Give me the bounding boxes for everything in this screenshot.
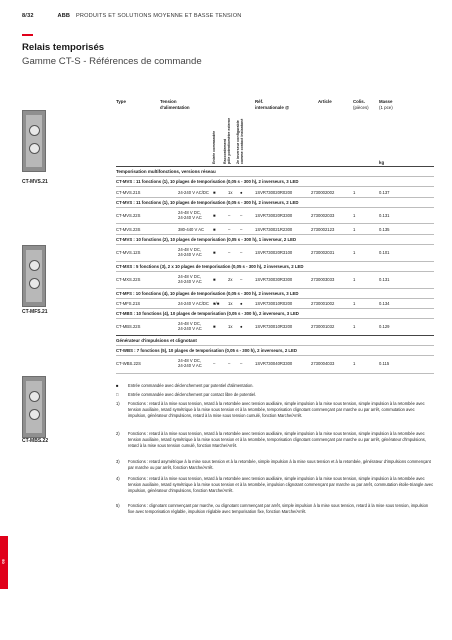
cell-inverseur: – bbox=[240, 227, 243, 232]
cell-masse: 0.134 bbox=[379, 301, 390, 306]
col-kg: kg bbox=[379, 160, 385, 165]
cell-voltage: 380-440 V AC bbox=[178, 227, 205, 232]
cell-ref: 1SVR730020R3100 bbox=[255, 250, 293, 255]
cell-masse: 0.131 bbox=[379, 213, 390, 218]
product-image-ct-mbs bbox=[22, 376, 46, 438]
section-multifonctions: Temporisation multifonctions, versions réseau bbox=[116, 169, 216, 174]
page-header bbox=[22, 13, 242, 19]
cell-entree: ■ bbox=[213, 190, 216, 195]
cell-voltage-l2: 24-240 V AC bbox=[178, 363, 202, 369]
cell-inverseur: ● bbox=[240, 190, 243, 195]
cell-ref: 1SVR730010R0200 bbox=[255, 301, 293, 306]
product-image-ct-mvs bbox=[22, 110, 46, 172]
cell-voltage-l2: 24-240 V AC bbox=[178, 326, 202, 332]
col-colis-l2: (pièces) bbox=[353, 104, 369, 110]
cell-type: CT-MVS.23S bbox=[116, 227, 141, 232]
divider bbox=[116, 298, 434, 299]
cell-inverseur: ● bbox=[240, 301, 243, 306]
cell-potentiometre: 1x bbox=[228, 324, 233, 329]
group-title: CT-MVS : 10 fonctions (2), 10 plages de temporisation (0,05 s - 300 h), 1 inverseur, 2 LED bbox=[116, 237, 297, 242]
cell-type: CT-MBS.22S bbox=[116, 324, 141, 329]
cell-ref: 1SVR730020R3300 bbox=[255, 213, 293, 218]
cell-type: CT-MXS.22S bbox=[116, 277, 141, 282]
cell-ref: 1SVR730021R2300 bbox=[255, 227, 293, 232]
group-title: CT-MVS : 11 fonctions (1), 10 plages de temporisation (0,05 s - 300 h), 2 inverseurs, 3 LED bbox=[116, 179, 299, 184]
cell-masse: 0.131 bbox=[379, 277, 390, 282]
chapter-tab-label: 08 bbox=[0, 559, 6, 564]
footnote-number: 2) bbox=[116, 431, 120, 436]
cell-article: 2730002031 bbox=[311, 250, 335, 255]
col-colis-l1: Colis. bbox=[353, 99, 365, 104]
side-label: CT-MFS.21 bbox=[22, 309, 48, 315]
cell-inverseur: – bbox=[240, 250, 243, 255]
col-tension bbox=[160, 99, 190, 110]
cell-potentiometre: 1x bbox=[228, 190, 233, 195]
cell-article: 2730004033 bbox=[311, 361, 335, 366]
cell-type: CT-WBS.22S bbox=[116, 361, 141, 366]
cell-voltage bbox=[178, 321, 202, 331]
side-label: CT-MBS.22 bbox=[22, 438, 49, 444]
cell-potentiometre: – bbox=[228, 213, 231, 218]
col-inverseur-l2: comme contact instantané bbox=[240, 118, 245, 164]
cell-voltage-l2: 24-240 V AC bbox=[178, 215, 202, 221]
cell-type: CT-MFS.21S bbox=[116, 301, 141, 306]
col-tension-l2: d'alimentation bbox=[160, 104, 190, 110]
divider bbox=[116, 271, 434, 272]
cell-masse: 0.129 bbox=[379, 324, 390, 329]
legend-text: Entrée commandée avec déclenchement par contact libre de potentiel. bbox=[128, 392, 257, 397]
footnote-text: Fonctions : retard à la mise sous tension, retard à la retombée avec tension auxiliaire, simple impulsion à la mise sous tension, simple impulsion à la retombée avec tension auxiliaire, retard symétrique à la mise sous tension et à la retombée, impulsion clignotant commençant par marche ou par arrêt, commutation étoile-triangle avec impulsion, générateur d'impulsions, fonction Marche/Arrêt. bbox=[128, 476, 434, 494]
col-masse-l1: Masse bbox=[379, 99, 393, 104]
footnote-number: 4) bbox=[116, 476, 120, 481]
cell-inverseur: – bbox=[240, 361, 243, 366]
cell-voltage-l2: 24-240 V AC bbox=[178, 252, 202, 258]
cell-article: 2730002033 bbox=[311, 213, 335, 218]
cell-inverseur: ● bbox=[240, 324, 243, 329]
col-potentiometre bbox=[223, 118, 231, 164]
divider bbox=[116, 223, 434, 224]
cell-entree: – bbox=[213, 361, 216, 366]
cell-potentiometre: – bbox=[228, 250, 231, 255]
col-inverseur bbox=[236, 119, 244, 164]
cell-voltage-l1: 24-48 V DC, bbox=[178, 247, 202, 252]
cell-entree: ■/■ bbox=[213, 301, 220, 306]
cell-colis: 1 bbox=[353, 213, 356, 218]
cell-voltage bbox=[178, 274, 202, 284]
chapter-tab bbox=[0, 536, 8, 589]
cell-article: 2730001032 bbox=[311, 324, 335, 329]
cell-masse: 0.101 bbox=[379, 250, 390, 255]
page-number: 8/32 bbox=[22, 13, 34, 19]
cell-voltage-l2: 24-240 V AC bbox=[178, 279, 202, 285]
cell-potentiometre: – bbox=[228, 227, 231, 232]
group-title: CT-MXS : 5 fonctions (3), 2 x 10 plages de temporisation (0,05 s - 300 h), 2 inverseurs, 2 LED bbox=[116, 264, 304, 269]
divider bbox=[116, 288, 434, 289]
cell-voltage bbox=[178, 247, 202, 257]
divider bbox=[116, 244, 434, 245]
cell-colis: 1 bbox=[353, 301, 356, 306]
col-ref-l1: Réf. bbox=[255, 99, 264, 104]
cell-inverseur: – bbox=[240, 213, 243, 218]
cell-voltage-l1: 24-48 V DC, bbox=[178, 358, 202, 363]
cell-voltage bbox=[178, 358, 202, 368]
divider bbox=[116, 261, 434, 262]
section-title: PRODUITS ET SOLUTIONS MOYENNE ET BASSE TENSION bbox=[75, 13, 242, 19]
col-type: Type bbox=[116, 99, 126, 104]
col-masse-l2: (1 pce) bbox=[379, 104, 393, 110]
cell-entree: ■ bbox=[213, 277, 216, 282]
footnote-text: Fonctions : clignotant commençant par marche, ou clignotant commençant par arrêt, simple impulsion à la mise sous tension, retard à la mise sous tension, impulsion fixe avec temporisation réglable, impulsion réglable avec temporisation fixe, fonction Marche/Arrêt. bbox=[128, 503, 429, 515]
footnote-number: 1) bbox=[116, 401, 120, 406]
footnote-text: Fonctions : retard à la mise sous tension, retard à la retombée avec tension auxiliaire, simple impulsion à la mise sous tension, simple impulsion à la retombée avec tension auxiliaire, retard symétrique à la mise sous tension et à la retombée, temporisation clignotant commençant par marche ou par arrêt, générateur d'impulsions, retard à la mise sous tension cumulé, fonction Marche/Arrêt. bbox=[128, 431, 426, 449]
col-article: Article bbox=[318, 99, 332, 104]
cell-ref: 1SVR730030R3300 bbox=[255, 277, 293, 282]
cell-colis: 1 bbox=[353, 190, 356, 195]
col-potentiometre-l1: Raccordement bbox=[223, 139, 227, 164]
cell-voltage-l1: 24-48 V DC, bbox=[178, 321, 202, 326]
cell-potentiometre: – bbox=[228, 361, 231, 366]
col-entree: Entrée commandée bbox=[212, 130, 216, 164]
cell-article: 2730003033 bbox=[311, 277, 335, 282]
side-label: CT-MVS.21 bbox=[22, 179, 48, 185]
cell-colis: 1 bbox=[353, 277, 356, 282]
cell-inverseur: – bbox=[240, 277, 243, 282]
accent-bar bbox=[22, 34, 33, 36]
col-potentiometre-l2: pôle potentiomètre externe bbox=[227, 117, 232, 164]
col-inverseur-l1: 2e inverseur configurable bbox=[236, 120, 240, 164]
table-row bbox=[116, 358, 434, 370]
group-title: CT-MBS : 10 fonctions (4), 10 plages de temporisation (0,05 s - 300 h), 2 inverseurs, 3 LED bbox=[116, 311, 299, 316]
cell-colis: 1 bbox=[353, 324, 356, 329]
section-clignotant: Générateur d'impulsions et clignotant bbox=[116, 338, 197, 343]
group-title: CT-MFS : 10 fonctions (4), 10 plages de temporisation (0,05 s - 300 h), 2 inverseurs, 3 LED bbox=[116, 291, 299, 296]
cell-type: CT-MVS.12S bbox=[116, 250, 141, 255]
cell-potentiometre: 1x bbox=[228, 301, 233, 306]
footnote-text: Fonctions : retard asymétrique à la mise sous tension et à la retombée, simple impulsion à la mise sous tension et à la retombée, générateur d'impulsions commençant par marche ou par arrêt, fonction Marche/Arrêt. bbox=[128, 459, 431, 471]
page-subtitle: Gamme CT-S - Références de commande bbox=[22, 56, 202, 67]
cell-masse: 0.137 bbox=[379, 190, 390, 195]
col-colis bbox=[353, 99, 369, 110]
col-ref-l2: internationale @ bbox=[255, 104, 290, 110]
cell-colis: 1 bbox=[353, 250, 356, 255]
cell-potentiometre: 2x bbox=[228, 277, 233, 282]
page-title: Relais temporisés bbox=[22, 42, 105, 53]
divider bbox=[116, 335, 434, 336]
col-tension-l1: Tension bbox=[160, 99, 177, 104]
group-title: CT-MVS : 11 fonctions (1), 10 plages de temporisation (0,05 s - 300 h), 2 inverseurs, 2 LED bbox=[116, 200, 299, 205]
cell-voltage-l1: 24-48 V DC, bbox=[178, 210, 202, 215]
legend-symbol: □ bbox=[116, 392, 119, 397]
group-title: CT-WBS : 7 fonctions (5), 10 plages de temporisation (0,05 s - 300 h), 2 inverseurs, 2 LED bbox=[116, 348, 297, 353]
table-row bbox=[116, 321, 434, 333]
divider bbox=[116, 207, 434, 208]
table-row bbox=[116, 247, 434, 259]
cell-colis: 1 bbox=[353, 361, 356, 366]
cell-voltage: 24-240 V AC/DC bbox=[178, 190, 209, 195]
cell-ref: 1SVR730010R3200 bbox=[255, 324, 293, 329]
legend-symbol: ■ bbox=[116, 383, 119, 388]
footnote-text: Fonctions : retard à la mise sous tension, retard à la retombée avec tension auxiliaire, simple impulsion à la mise sous tension, simple impulsion à la retombée avec tension auxiliaire, retard symétrique à la mise sous tension et à la retombée, temporisation clignotant commençant par marche ou par arrêt, commutation avec impulsion, générateur d'impulsions, retard à la mise sous tension cumulé, fonction Marche/Arrêt. bbox=[128, 401, 425, 419]
table-row bbox=[116, 274, 434, 286]
cell-entree: ■ bbox=[213, 250, 216, 255]
cell-type: CT-MVS.21S bbox=[116, 190, 141, 195]
cell-type: CT-MVS.22S bbox=[116, 213, 141, 218]
divider bbox=[116, 166, 434, 167]
cell-entree: ■ bbox=[213, 227, 216, 232]
cell-ref: 1SVR730040R3300 bbox=[255, 361, 293, 366]
cell-voltage bbox=[178, 210, 202, 220]
cell-article: 2730002123 bbox=[311, 227, 335, 232]
cell-entree: ■ bbox=[213, 324, 216, 329]
divider bbox=[116, 176, 434, 177]
legend-text: Entrée commandée avec déclenchement par potentiel d'alimentation. bbox=[128, 383, 254, 388]
footnote-number: 5) bbox=[116, 503, 120, 508]
cell-ref: 1SVR730020R0200 bbox=[255, 190, 293, 195]
divider bbox=[116, 345, 434, 346]
brand-logo: ABB bbox=[57, 13, 71, 19]
footnote-number: 3) bbox=[116, 459, 120, 464]
divider bbox=[116, 197, 434, 198]
divider bbox=[116, 186, 434, 187]
cell-masse: 0.135 bbox=[379, 227, 390, 232]
product-image-ct-mfs bbox=[22, 245, 46, 307]
col-ref bbox=[255, 99, 289, 110]
divider bbox=[116, 308, 434, 309]
cell-article: 2730002002 bbox=[311, 190, 335, 195]
cell-entree: ■ bbox=[213, 213, 216, 218]
cell-article: 2730001002 bbox=[311, 301, 335, 306]
divider bbox=[116, 234, 434, 235]
divider bbox=[116, 373, 434, 374]
divider bbox=[116, 318, 434, 319]
table-row bbox=[116, 210, 434, 222]
col-masse bbox=[379, 99, 393, 110]
divider bbox=[116, 355, 434, 356]
cell-voltage: 24-240 V AC/DC bbox=[178, 301, 209, 306]
cell-voltage-l1: 24-48 V DC, bbox=[178, 274, 202, 279]
cell-colis: 1 bbox=[353, 227, 356, 232]
cell-masse: 0.115 bbox=[379, 361, 390, 366]
